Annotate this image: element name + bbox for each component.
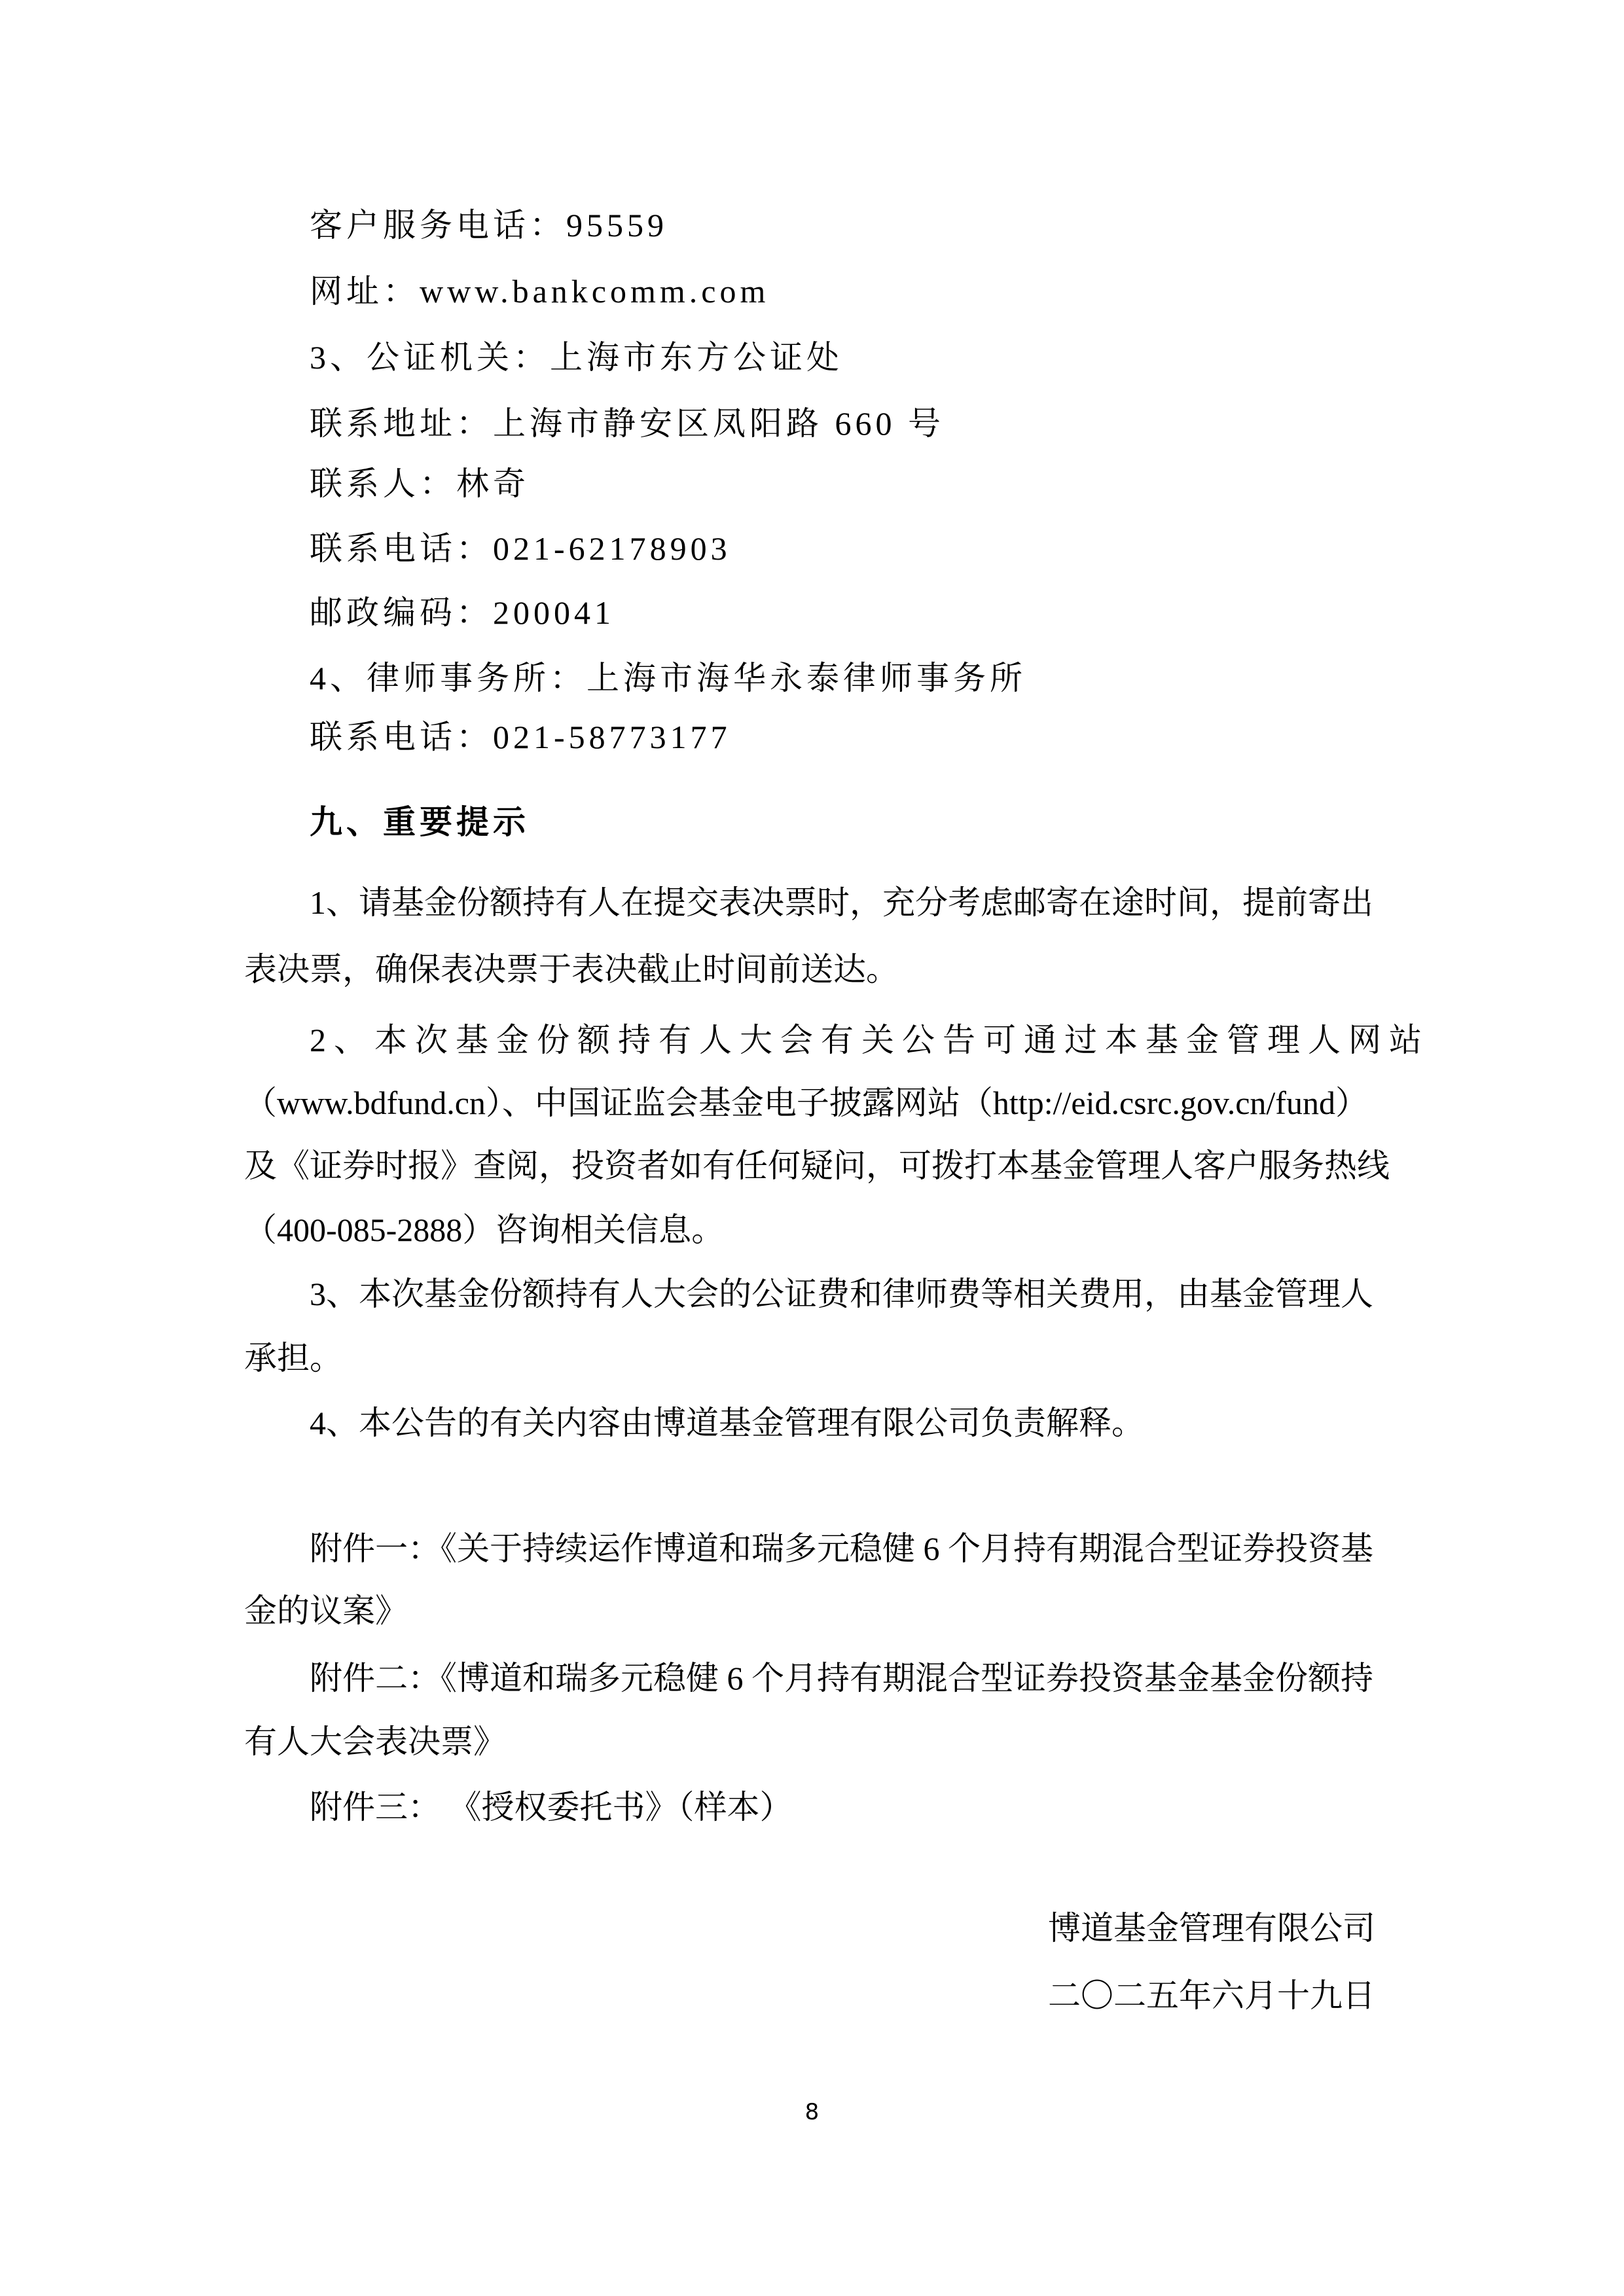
paragraph-4-line-1: 4、本公告的有关内容由博道基金管理有限公司负责解释。 <box>310 1405 1144 1441</box>
paragraph-1-line-2: 表决票，确保表决票于表决截止时间前送达。 <box>244 951 899 988</box>
page-number: 8 <box>804 2099 820 2125</box>
attachment-2-line-1: 附件二：《博道和瑞多元稳健 6 个月持有期混合型证券投资基金基金份额持 <box>310 1660 1373 1696</box>
paragraph-1-line-1: 1、请基金份额持有人在提交表决票时，充分考虑邮寄在途时间，提前寄出 <box>310 884 1373 921</box>
paragraph-2-line-4: （400-085-2888）咨询相关信息。 <box>244 1211 725 1248</box>
paragraph-2-line-3: 及《证券时报》查阅，投资者如有任何疑问，可拨打本基金管理人客户服务热线 <box>244 1147 1390 1184</box>
attachment-3-line-1: 附件三： 《授权委托书》（样本） <box>310 1789 793 1825</box>
contact-line-phone-1: 联系电话：021-62178903 <box>310 530 731 567</box>
contact-line-postal-code: 邮政编码：200041 <box>310 594 615 631</box>
signature-date: 二〇二五年六月十九日 <box>1048 1977 1375 2014</box>
attachment-1-line-1: 附件一：《关于持续运作博道和瑞多元稳健 6 个月持有期混合型证券投资基 <box>310 1530 1373 1567</box>
section-heading-important-notice: 九、重要提示 <box>310 804 530 840</box>
contact-line-law-firm: 4、律师事务所：上海市海华永泰律师事务所 <box>310 660 1026 696</box>
attachment-1-line-2: 金的议案》 <box>244 1592 408 1629</box>
signature-company: 博道基金管理有限公司 <box>1048 1910 1375 1946</box>
paragraph-3-line-2: 承担。 <box>244 1340 342 1376</box>
contact-line-notary-office: 3、公证机关：上海市东方公证处 <box>310 339 843 376</box>
contact-line-customer-service-phone: 客户服务电话：95559 <box>310 207 668 243</box>
attachment-2-line-2: 有人大会表决票》 <box>244 1723 506 1760</box>
paragraph-2-line-1: 2、本次基金份额持有人大会有关公告可通过本基金管理人网站 <box>310 1022 1430 1058</box>
paragraph-3-line-1: 3、本次基金份额持有人大会的公证费和律师费等相关费用，由基金管理人 <box>310 1276 1373 1312</box>
contact-line-contact-person: 联系人：林奇 <box>310 465 530 502</box>
contact-line-website: 网址：www.bankcomm.com <box>310 273 770 310</box>
contact-line-phone-2: 联系电话：021-58773177 <box>310 719 731 755</box>
contact-line-address: 联系地址：上海市静安区凤阳路 660 号 <box>310 405 945 442</box>
paragraph-2-line-2: （www.bdfund.cn）、中国证监会基金电子披露网站（http://eid.csrc.gov.cn/fund） <box>244 1085 1368 1121</box>
